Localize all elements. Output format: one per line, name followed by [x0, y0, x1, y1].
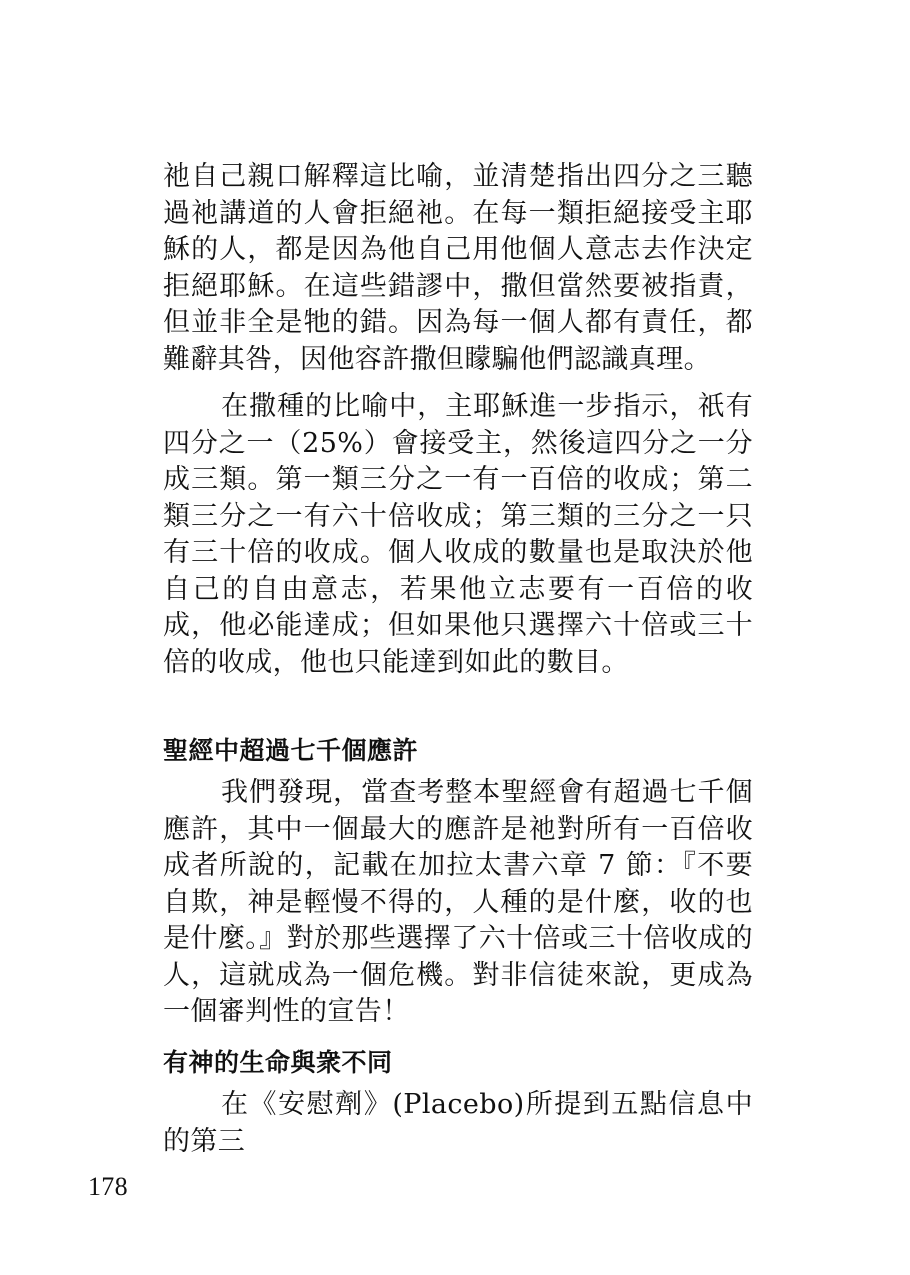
page-number: 178 — [88, 1172, 128, 1201]
body-text-block — [163, 159, 753, 378]
paragraph-placebo: 在《安慰劑》(Placebo)所提到五點信息中的第三 — [163, 1089, 753, 1157]
section-heading-divine-life: 有神的生命與衆不同 — [163, 1048, 393, 1077]
section-heading-promises: 聖經中超過七千個應許 — [163, 736, 419, 765]
paragraph-sower-parable: 在撒種的比喻中，主耶穌進一步指示，祇有四分之一（25%）會接受主，然後這四分之一分成三類。第一類三分之一有一百倍的收成；第二類三分之一有六十倍收成；第三類的三分之一只有三十倍的收成。個人收成的數量也是取決於他自己的自由意志，若果他立志要有一百倍的收成，他必能達成；但如果他只選擇六十倍或三十倍的收成，他也只能達到如此的數目。 — [163, 391, 753, 678]
body-text-block — [163, 1087, 753, 1160]
paragraph-continued: 祂自己親口解釋這比喻，並清楚指出四分之三聽過祂講道的人會拒絕祂。在每一類拒絕接受主耶穌的人，都是因為他自己用他個人意志去作決定拒絕耶穌。在這些錯謬中，撒但當然要被指責，但並非全是牠的錯。因為每一個人都有責任，都難辭其咎，因他容許撒但矇騙他們認識真理。 — [163, 161, 753, 375]
paragraph-promises: 我們發現，當查考整本聖經會有超過七千個應許，其中一個最大的應許是祂對所有一百倍收成者所說的，記載在加拉太書六章 7 節：『不要自欺，神是輕慢不得的，人種的是什麼，收的也是什麼。』對於那些選擇了六十倍或三十倍收成的人，這就成為一個危機。對非信徒來說，更成為一個審判性的宣告！ — [163, 777, 753, 1027]
body-text-block — [163, 389, 753, 681]
body-text-block — [163, 775, 753, 1031]
